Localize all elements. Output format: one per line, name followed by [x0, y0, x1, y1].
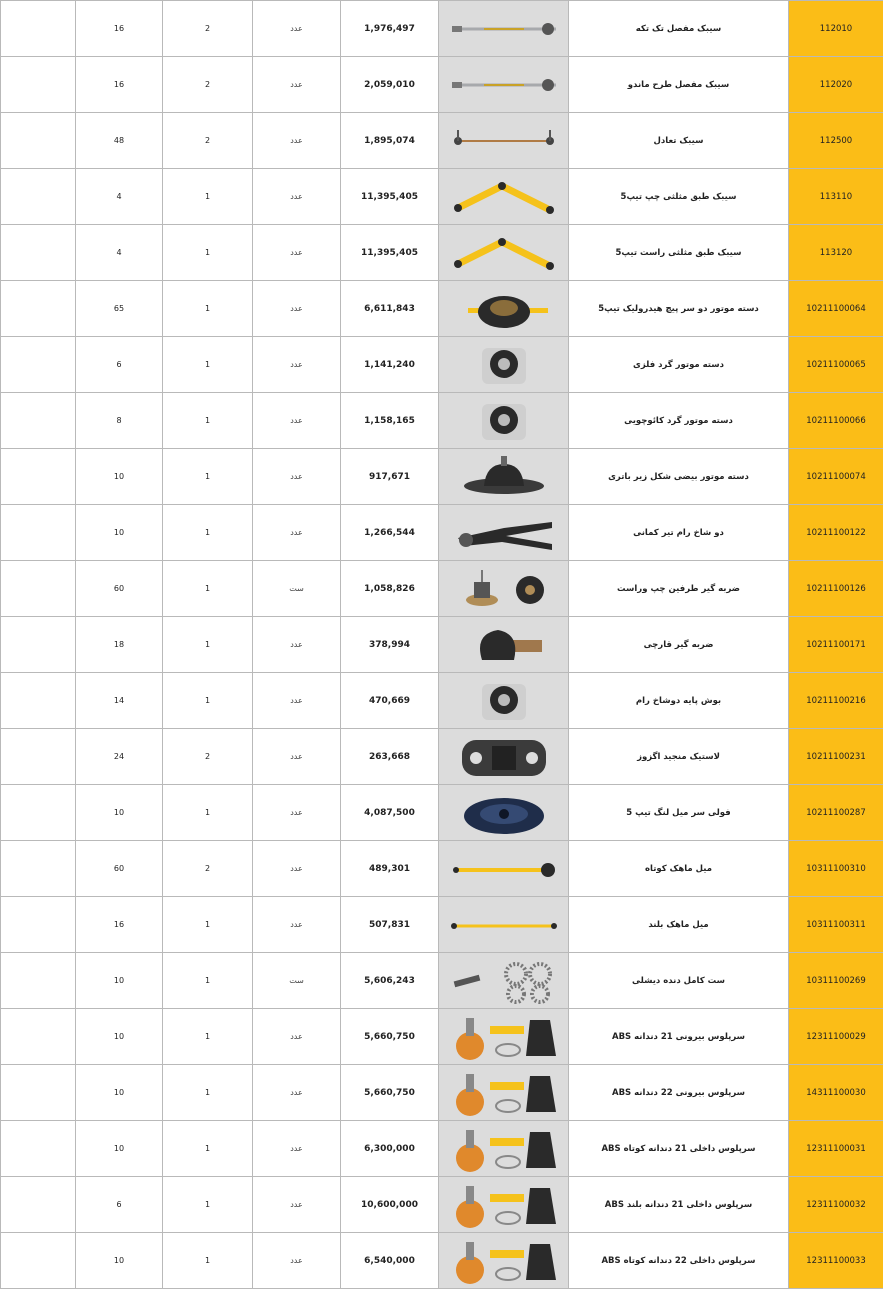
- part-image-cell: [439, 1177, 569, 1233]
- notes-cell: [1, 841, 76, 897]
- box-quantity-cell: 48: [76, 113, 163, 169]
- price-cell: 1,266,544: [341, 505, 439, 561]
- box-quantity-cell: 6: [76, 1177, 163, 1233]
- part-name-cell: سرپلوس بیرونی 22 دندانه ABS: [569, 1065, 789, 1121]
- table-row: [1, 1233, 883, 1289]
- box-quantity-cell: 16: [76, 57, 163, 113]
- part-code-cell: 10211100065: [789, 337, 883, 393]
- box-quantity-cell: 18: [76, 617, 163, 673]
- cv-joint-icon: [439, 1068, 568, 1118]
- part-image-cell: [439, 1, 569, 57]
- bushing-icon: [439, 396, 568, 446]
- set-count-cell: 1: [163, 1233, 253, 1289]
- notes-cell: [1, 897, 76, 953]
- notes-cell: [1, 505, 76, 561]
- price-cell: 1,058,826: [341, 561, 439, 617]
- set-count-cell: 2: [163, 57, 253, 113]
- unit-cell: ست: [253, 561, 341, 617]
- box-quantity-cell: 60: [76, 841, 163, 897]
- table-row: [1, 1121, 883, 1177]
- table-row: [1, 1009, 883, 1065]
- part-code-cell: 10211100122: [789, 505, 883, 561]
- part-code-cell: 10211100066: [789, 393, 883, 449]
- notes-cell: [1, 729, 76, 785]
- box-quantity-cell: 60: [76, 561, 163, 617]
- part-image-cell: [439, 1065, 569, 1121]
- part-name-cell: سیبک تعادل: [569, 113, 789, 169]
- table-row: [1, 449, 883, 505]
- part-code-cell: 10211100287: [789, 785, 883, 841]
- cv-joint-icon: [439, 1124, 568, 1174]
- set-count-cell: 1: [163, 505, 253, 561]
- unit-cell: عدد: [253, 1233, 341, 1289]
- box-quantity-cell: 14: [76, 673, 163, 729]
- set-count-cell: 1: [163, 953, 253, 1009]
- part-image-cell: [439, 225, 569, 281]
- part-name-cell: سیبک مفصل تک تکه: [569, 1, 789, 57]
- set-count-cell: 1: [163, 225, 253, 281]
- unit-cell: عدد: [253, 1065, 341, 1121]
- box-quantity-cell: 8: [76, 393, 163, 449]
- stabilizer-link-icon: [439, 116, 568, 166]
- table-row: [1, 785, 883, 841]
- part-name-cell: سیبک طبق مثلثی چپ تیپ5: [569, 169, 789, 225]
- price-cell: 4,087,500: [341, 785, 439, 841]
- notes-cell: [1, 673, 76, 729]
- part-image-cell: [439, 113, 569, 169]
- part-image-cell: [439, 617, 569, 673]
- part-image-cell: [439, 337, 569, 393]
- part-name-cell: سرپلوس داخلی 21 دندانه کوتاه ABS: [569, 1121, 789, 1177]
- set-count-cell: 1: [163, 1065, 253, 1121]
- price-cell: 378,994: [341, 617, 439, 673]
- price-cell: 5,660,750: [341, 1009, 439, 1065]
- box-quantity-cell: 10: [76, 449, 163, 505]
- notes-cell: [1, 225, 76, 281]
- notes-cell: [1, 393, 76, 449]
- price-cell: 6,540,000: [341, 1233, 439, 1289]
- unit-cell: عدد: [253, 1121, 341, 1177]
- part-name-cell: لاستیک منجید اگزوز: [569, 729, 789, 785]
- part-code-cell: 112500: [789, 113, 883, 169]
- box-quantity-cell: 4: [76, 169, 163, 225]
- table-row: [1, 841, 883, 897]
- table-row: [1, 673, 883, 729]
- set-count-cell: 1: [163, 393, 253, 449]
- part-name-cell: سرپلوس داخلی 21 دندانه بلند ABS: [569, 1177, 789, 1233]
- part-code-cell: 112010: [789, 1, 883, 57]
- price-cell: 11,395,405: [341, 169, 439, 225]
- part-code-cell: 10311100269: [789, 953, 883, 1009]
- notes-cell: [1, 169, 76, 225]
- price-cell: 1,976,497: [341, 1, 439, 57]
- oval-mount-icon: [439, 452, 568, 502]
- unit-cell: عدد: [253, 785, 341, 841]
- price-cell: 470,669: [341, 673, 439, 729]
- box-quantity-cell: 16: [76, 897, 163, 953]
- part-name-cell: فولی سر میل لنگ تیپ 5: [569, 785, 789, 841]
- table-row: [1, 561, 883, 617]
- box-quantity-cell: 10: [76, 1009, 163, 1065]
- price-cell: 5,606,243: [341, 953, 439, 1009]
- part-name-cell: دو شاخ رام تیر کمانی: [569, 505, 789, 561]
- part-code-cell: 14311100030: [789, 1065, 883, 1121]
- unit-cell: ست: [253, 953, 341, 1009]
- part-image-cell: [439, 953, 569, 1009]
- box-quantity-cell: 10: [76, 505, 163, 561]
- set-count-cell: 1: [163, 897, 253, 953]
- part-name-cell: دسته موتور دو سر پیچ هیدرولیک تیپ5: [569, 281, 789, 337]
- set-count-cell: 1: [163, 1121, 253, 1177]
- box-quantity-cell: 10: [76, 1233, 163, 1289]
- part-image-cell: [439, 57, 569, 113]
- set-count-cell: 2: [163, 841, 253, 897]
- part-image-cell: [439, 1121, 569, 1177]
- price-cell: 1,895,074: [341, 113, 439, 169]
- notes-cell: [1, 57, 76, 113]
- unit-cell: عدد: [253, 673, 341, 729]
- table-row: [1, 57, 883, 113]
- part-code-cell: 10211100231: [789, 729, 883, 785]
- part-image-cell: [439, 505, 569, 561]
- box-quantity-cell: 10: [76, 953, 163, 1009]
- box-quantity-cell: 10: [76, 785, 163, 841]
- table-row: [1, 1177, 883, 1233]
- notes-cell: [1, 617, 76, 673]
- box-quantity-cell: 24: [76, 729, 163, 785]
- notes-cell: [1, 281, 76, 337]
- part-code-cell: 10311100310: [789, 841, 883, 897]
- bushing-icon: [439, 340, 568, 390]
- part-image-cell: [439, 1233, 569, 1289]
- unit-cell: عدد: [253, 617, 341, 673]
- exhaust-rubber-icon: [439, 732, 568, 782]
- unit-cell: عدد: [253, 841, 341, 897]
- part-name-cell: دسته موتور گرد فلزی: [569, 337, 789, 393]
- tie-rod-icon: [439, 4, 568, 54]
- part-code-cell: 113120: [789, 225, 883, 281]
- notes-cell: [1, 1009, 76, 1065]
- part-image-cell: [439, 281, 569, 337]
- tie-rod-icon: [439, 60, 568, 110]
- set-count-cell: 1: [163, 785, 253, 841]
- table-row: [1, 1, 883, 57]
- box-quantity-cell: 10: [76, 1065, 163, 1121]
- table-row: [1, 337, 883, 393]
- price-cell: 263,668: [341, 729, 439, 785]
- price-cell: 1,141,240: [341, 337, 439, 393]
- part-name-cell: ضربه گیر قارچی: [569, 617, 789, 673]
- part-name-cell: ست کامل دنده دیشلی: [569, 953, 789, 1009]
- price-cell: 917,671: [341, 449, 439, 505]
- part-code-cell: 12311100032: [789, 1177, 883, 1233]
- part-code-cell: 12311100033: [789, 1233, 883, 1289]
- unit-cell: عدد: [253, 729, 341, 785]
- part-code-cell: 10211100074: [789, 449, 883, 505]
- buffer-set-icon: [439, 564, 568, 614]
- box-quantity-cell: 10: [76, 1121, 163, 1177]
- part-image-cell: [439, 1009, 569, 1065]
- table-row: [1, 953, 883, 1009]
- part-image-cell: [439, 449, 569, 505]
- unit-cell: عدد: [253, 337, 341, 393]
- unit-cell: عدد: [253, 113, 341, 169]
- unit-cell: عدد: [253, 1177, 341, 1233]
- pulley-icon: [439, 788, 568, 838]
- part-name-cell: ضربه گیر طرفین چپ وراست: [569, 561, 789, 617]
- price-cell: 489,301: [341, 841, 439, 897]
- long-rod-icon: [439, 900, 568, 950]
- unit-cell: عدد: [253, 393, 341, 449]
- set-count-cell: 2: [163, 1, 253, 57]
- price-cell: 2,059,010: [341, 57, 439, 113]
- notes-cell: [1, 337, 76, 393]
- part-name-cell: سیبک مفصل طرح ماندو: [569, 57, 789, 113]
- part-name-cell: بوش پایه دوشاخ رام: [569, 673, 789, 729]
- torque-arm-icon: [439, 508, 568, 558]
- part-code-cell: 10211100216: [789, 673, 883, 729]
- price-cell: 507,831: [341, 897, 439, 953]
- unit-cell: عدد: [253, 897, 341, 953]
- unit-cell: عدد: [253, 169, 341, 225]
- engine-mount-icon: [439, 284, 568, 334]
- set-count-cell: 1: [163, 281, 253, 337]
- box-quantity-cell: 16: [76, 1, 163, 57]
- part-image-cell: [439, 897, 569, 953]
- notes-cell: [1, 1177, 76, 1233]
- table-row: [1, 169, 883, 225]
- part-image-cell: [439, 729, 569, 785]
- notes-cell: [1, 561, 76, 617]
- part-image-cell: [439, 169, 569, 225]
- cv-joint-icon: [439, 1236, 568, 1286]
- unit-cell: عدد: [253, 57, 341, 113]
- table-row: [1, 281, 883, 337]
- price-cell: 5,660,750: [341, 1065, 439, 1121]
- box-quantity-cell: 6: [76, 337, 163, 393]
- unit-cell: عدد: [253, 1009, 341, 1065]
- part-code-cell: 10311100311: [789, 897, 883, 953]
- part-name-cell: سرپلوس داخلی 22 دندانه کوتاه ABS: [569, 1233, 789, 1289]
- part-code-cell: 10211100064: [789, 281, 883, 337]
- table-row: [1, 393, 883, 449]
- set-count-cell: 1: [163, 561, 253, 617]
- unit-cell: عدد: [253, 505, 341, 561]
- unit-cell: عدد: [253, 1, 341, 57]
- price-cell: 6,300,000: [341, 1121, 439, 1177]
- part-name-cell: میل ماهک بلند: [569, 897, 789, 953]
- table-row: [1, 225, 883, 281]
- set-count-cell: 1: [163, 337, 253, 393]
- table-row: [1, 505, 883, 561]
- bushing-icon: [439, 676, 568, 726]
- part-image-cell: [439, 841, 569, 897]
- part-code-cell: 12311100029: [789, 1009, 883, 1065]
- table-row: [1, 617, 883, 673]
- price-cell: 6,611,843: [341, 281, 439, 337]
- price-cell: 1,158,165: [341, 393, 439, 449]
- set-count-cell: 2: [163, 729, 253, 785]
- unit-cell: عدد: [253, 449, 341, 505]
- mushroom-buffer-icon: [439, 620, 568, 670]
- set-count-cell: 1: [163, 1009, 253, 1065]
- box-quantity-cell: 65: [76, 281, 163, 337]
- part-image-cell: [439, 785, 569, 841]
- part-name-cell: سرپلوس بیرونی 21 دندانه ABS: [569, 1009, 789, 1065]
- part-name-cell: دسته موتور بیضی شکل زیر باتری: [569, 449, 789, 505]
- table-row: [1, 1065, 883, 1121]
- notes-cell: [1, 1, 76, 57]
- cv-joint-icon: [439, 1012, 568, 1062]
- set-count-cell: 1: [163, 617, 253, 673]
- price-cell: 11,395,405: [341, 225, 439, 281]
- control-arm-icon: [439, 228, 568, 278]
- notes-cell: [1, 113, 76, 169]
- part-code-cell: 113110: [789, 169, 883, 225]
- set-count-cell: 1: [163, 673, 253, 729]
- gear-set-icon: [439, 956, 568, 1006]
- part-code-cell: 10211100171: [789, 617, 883, 673]
- table-row: [1, 897, 883, 953]
- notes-cell: [1, 785, 76, 841]
- notes-cell: [1, 1233, 76, 1289]
- unit-cell: عدد: [253, 225, 341, 281]
- cv-joint-icon: [439, 1180, 568, 1230]
- part-code-cell: 12311100031: [789, 1121, 883, 1177]
- box-quantity-cell: 4: [76, 225, 163, 281]
- set-count-cell: 1: [163, 169, 253, 225]
- notes-cell: [1, 449, 76, 505]
- unit-cell: عدد: [253, 281, 341, 337]
- short-rod-icon: [439, 844, 568, 894]
- control-arm-icon: [439, 172, 568, 222]
- set-count-cell: 2: [163, 113, 253, 169]
- part-image-cell: [439, 561, 569, 617]
- set-count-cell: 1: [163, 449, 253, 505]
- notes-cell: [1, 1065, 76, 1121]
- notes-cell: [1, 953, 76, 1009]
- price-cell: 10,600,000: [341, 1177, 439, 1233]
- part-image-cell: [439, 393, 569, 449]
- part-name-cell: سیبک طبق مثلثی راست تیپ5: [569, 225, 789, 281]
- notes-cell: [1, 1121, 76, 1177]
- table-row: [1, 113, 883, 169]
- set-count-cell: 1: [163, 1177, 253, 1233]
- part-code-cell: 10211100126: [789, 561, 883, 617]
- table-row: [1, 729, 883, 785]
- part-image-cell: [439, 673, 569, 729]
- part-name-cell: میل ماهک کوتاه: [569, 841, 789, 897]
- part-name-cell: دسته موتور گرد کائوچویی: [569, 393, 789, 449]
- part-code-cell: 112020: [789, 57, 883, 113]
